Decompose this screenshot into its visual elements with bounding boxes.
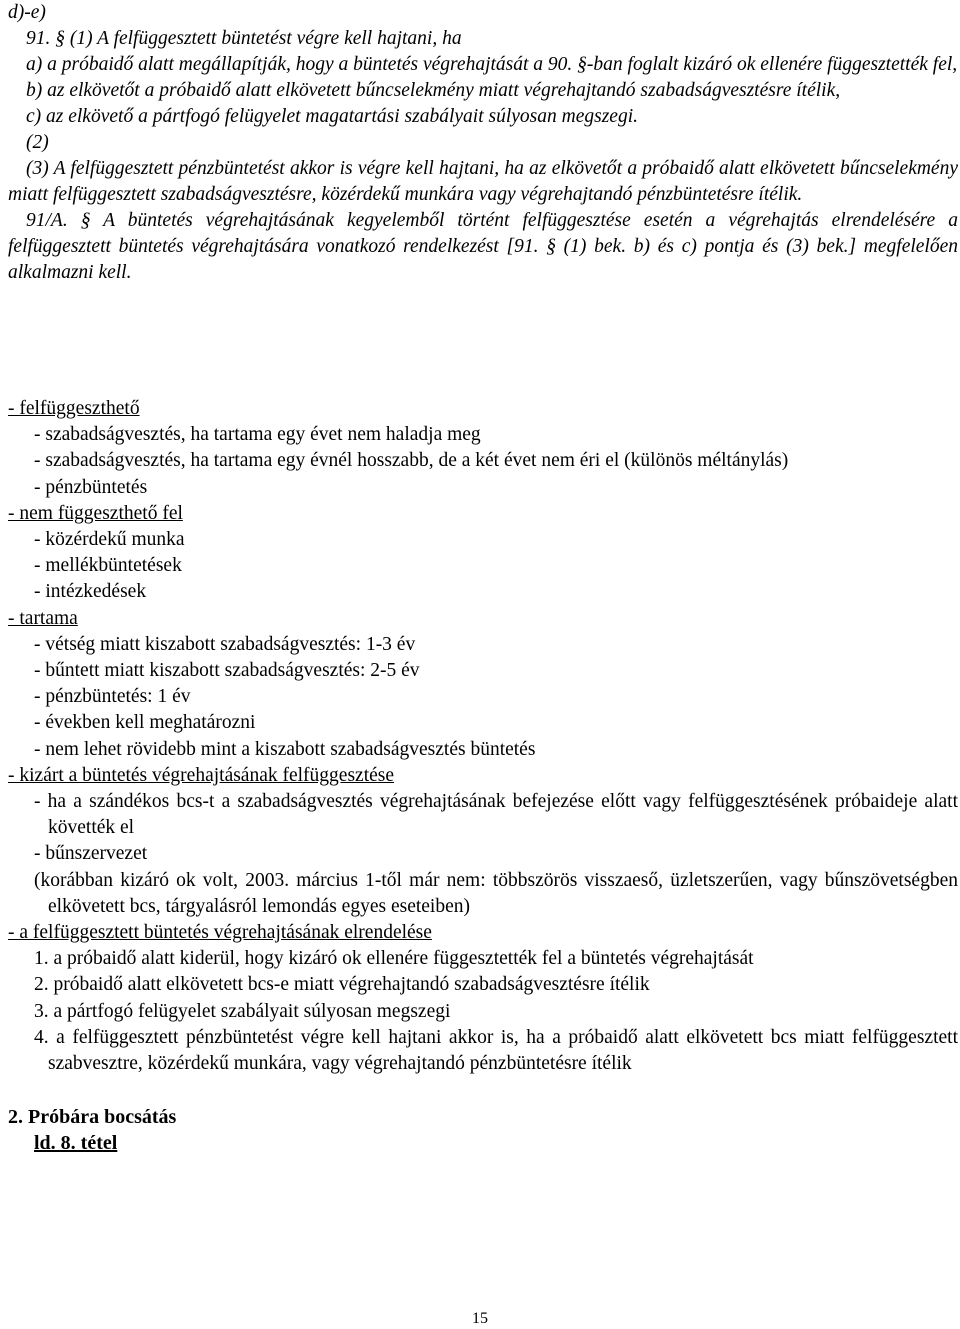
list-item: - nem lehet rövidebb mint a kiszabott szabadságvesztés büntetés <box>34 738 536 760</box>
law-paragraph-2: (2) <box>26 132 49 153</box>
law-point-b: b) az elkövetőt a próbaidő alatt elkövetett bűncselekmény miatt végrehajtandó szabadságvesztésre ítélik, <box>26 80 841 101</box>
list-item: - bűnszervezet <box>34 843 148 865</box>
section-heading-block <box>8 1104 508 1156</box>
outline-notes <box>8 396 958 1077</box>
list-item: - vétség miatt kiszabott szabadságvesztés: 1-3 év <box>34 633 416 655</box>
law-section-91: 91. § (1) A felfüggesztett büntetést végre kell hajtani, ha <box>26 28 462 49</box>
list-item: - pénzbüntetés: 1 év <box>34 686 191 708</box>
list-item: 1. a próbaidő alatt kiderül, hogy kizáró ok ellenére függesztették fel a büntetés végrehajtását <box>34 948 754 970</box>
list-item: - szabadságvesztés, ha tartama egy évet nem haladja meg <box>34 424 481 446</box>
law-section-91a: 91/A. § A büntetés végrehajtásának kegyelemből történt felfüggesztése esetén a végrehajtás elrendelésére a felfüggesztett büntetés végrehajtására vonatkozó rendelkezést [91. § (1) bek. b) és c) pontja és (3) bek.] megfelelően alkalmazni kell. <box>8 210 958 283</box>
list-item: - mellékbüntetések <box>34 555 182 577</box>
page-number: 15 <box>472 1310 488 1327</box>
law-paragraph-3: (3) A felfüggesztett pénzbüntetést akkor is végre kell hajtani, ha az elkövetőt a próbaidő alatt elkövetett bűncselekmény miatt felfüggesztett szabadságvesztésre, közérdekű munkára vagy végrehajtandó pénzbüntetésre ítélik. <box>8 158 958 205</box>
heading-duration: - tartama <box>8 607 78 629</box>
list-item: 4. a felfüggesztett pénzbüntetést végre kell hajtani akkor is, ha a próbaidő alatt elkövetett bcs miatt felfüggesztett szabvesztre, közérdekű munkára, vagy végrehajtandó pénzbüntetésre ítélik <box>34 1026 958 1075</box>
list-item: - pénzbüntetés <box>34 476 148 498</box>
law-point-a: a) a próbaidő alatt megállapítják, hogy a büntetés végrehajtását a 90. §-ban foglalt kizáró ok ellenére függesztették fel, <box>26 54 958 75</box>
list-item: - intézkedések <box>34 581 147 603</box>
list-item: - években kell meghatározni <box>34 712 256 734</box>
heading-not-suspendable: - nem függeszthető fel <box>8 502 183 524</box>
section-title: 2. Próbára bocsátás <box>8 1106 177 1128</box>
law-point-c: c) az elkövető a pártfogó felügyelet magatartási szabályait súlyosan megszegi. <box>26 106 638 127</box>
section-reference: ld. 8. tétel <box>34 1132 118 1154</box>
law-line-de: d)-e) <box>8 2 46 23</box>
law-text-block <box>8 0 958 286</box>
list-item: - szabadságvesztés, ha tartama egy évnél hosszabb, de a két évet nem éri el (különös méltánylás) <box>34 450 789 472</box>
list-item: - közérdekű munka <box>34 529 185 551</box>
list-item: - bűntett miatt kiszabott szabadságvesztés: 2-5 év <box>34 660 420 682</box>
heading-suspendable: - felfüggeszthető <box>8 398 140 419</box>
list-item: 2. próbaidő alatt elkövetett bcs-e miatt végrehajtandó szabadságvesztésre ítélik <box>34 974 650 996</box>
heading-excluded: - kizárt a büntetés végrehajtásának felfüggesztése <box>8 764 395 786</box>
list-item: (korábban kizáró ok volt, 2003. március 1-től már nem: többszörös visszaeső, üzletszerűen, vagy bűnszövetségben elkövetett bcs, tárgyalásról lemondás egyes eseteiben) <box>34 869 958 917</box>
heading-ordering-execution: - a felfüggesztett büntetés végrehajtásának elrendelése <box>8 922 432 944</box>
list-item: 3. a pártfogó felügyelet szabályait súlyosan megszegi <box>34 1000 451 1022</box>
list-item: - ha a szándékos bcs-t a szabadságvesztés végrehajtásának befejezése előtt vagy felfüggesztésének próbaideje alatt követték el <box>34 791 958 839</box>
